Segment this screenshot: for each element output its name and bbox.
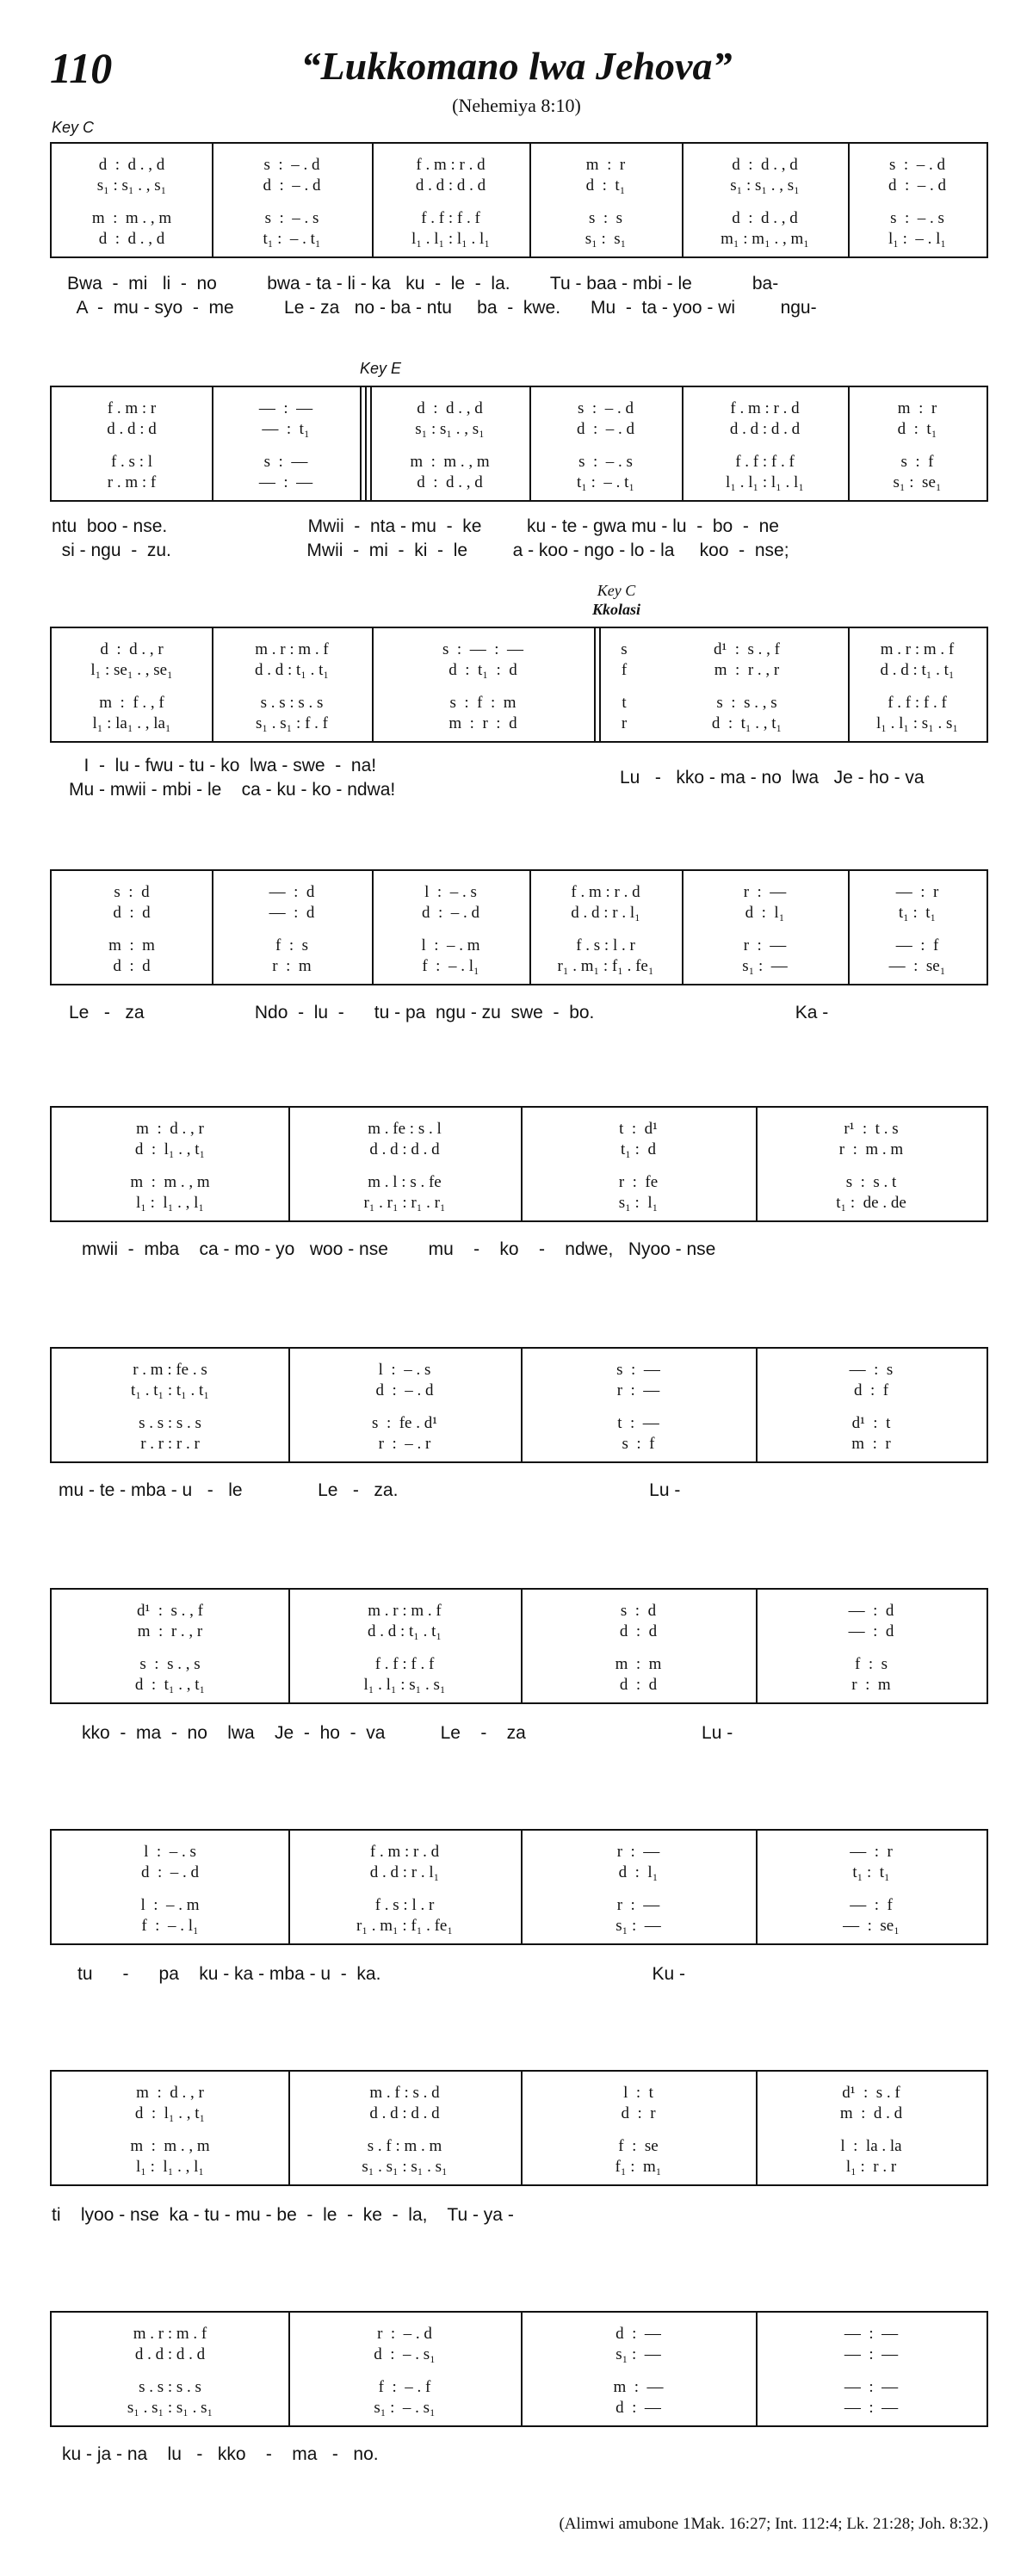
key-signature-e: Key E <box>360 360 402 377</box>
note-cell: d . d : d . d <box>369 2104 440 2122</box>
note-cell: s . s : s . s <box>139 2378 201 2396</box>
note-cell: d : t₁ . , t₁ <box>711 714 782 732</box>
note-cell: l : – . s <box>424 883 477 901</box>
note-cell: d : – . d <box>375 1381 434 1399</box>
voice-row <box>52 1140 987 1159</box>
voice-row <box>52 1414 987 1433</box>
note-cell: m : m . , m <box>410 453 490 471</box>
voice-row <box>52 2084 987 2103</box>
voice-row <box>52 2325 987 2344</box>
note-cell: l : – . s <box>144 1843 196 1861</box>
note-cell: f . f : f . f <box>888 694 947 712</box>
note-cell: s₁ . s₁ : f . f <box>256 714 328 732</box>
voice-row <box>52 1863 987 1882</box>
voice-row <box>52 1173 987 1192</box>
note-cell: f <box>621 661 628 679</box>
note-cell: r₁ . r₁ : r₁ . r₁ <box>363 1194 446 1212</box>
voice-row <box>52 694 987 713</box>
lyrics-line: tu - pa ku - ka - mba - u - ka. Ku - <box>77 1964 686 1984</box>
note-cell: l₁ : la₁ . , la₁ <box>92 714 171 732</box>
key-signature-c: Key C <box>52 119 95 136</box>
note-cell: m . r : m . f <box>133 2325 207 2343</box>
note-cell: t₁ : t₁ <box>852 1863 890 1881</box>
note-cell: — : r <box>895 883 939 901</box>
voice-row <box>52 936 987 955</box>
note-cell: d : d . , d <box>98 156 165 174</box>
note-cell: l₁ . l₁ : l₁ . l₁ <box>726 473 804 491</box>
note-cell: d¹ : s . f <box>842 2084 900 2102</box>
note-cell: r₁ . m₁ : f₁ . fe₁ <box>557 957 654 975</box>
voice-row <box>52 1361 987 1380</box>
note-cell: f . m : r . d <box>730 399 800 417</box>
music-system <box>50 386 988 502</box>
note-cell: d : d . , d <box>417 399 483 417</box>
note-cell: l : la . la <box>840 2137 902 2155</box>
note-cell: m : r <box>897 399 937 417</box>
note-cell: d . d : d <box>107 420 157 438</box>
note-cell: l : – . m <box>421 936 480 954</box>
note-cell: s : d <box>620 1602 657 1620</box>
note-cell: r : fe <box>618 1173 659 1191</box>
note-cell: s . s : s . s <box>139 1414 201 1432</box>
voice-row <box>52 1843 987 1862</box>
note-cell: r : — <box>743 883 787 901</box>
note-cell: m . r : m . f <box>255 640 329 658</box>
lyrics-line: ku - ja - na lu - kko - ma - no. <box>62 2444 379 2464</box>
note-cell: d : – . d <box>576 420 635 438</box>
note-cell: m : m <box>108 936 155 954</box>
note-cell: d : d <box>619 1676 658 1694</box>
note-cell: d . d : r . l₁ <box>369 1863 440 1881</box>
note-cell: d . d : d . d <box>369 1140 440 1158</box>
note-cell: s : – . s <box>264 209 319 227</box>
note-cell: d : l₁ . , t₁ <box>134 2104 206 2122</box>
note-cell: — : — <box>844 2345 899 2363</box>
note-cell: s : s . , s <box>139 1655 201 1673</box>
voice-row <box>52 399 987 418</box>
note-cell: d : t₁ <box>897 420 937 438</box>
music-system <box>50 1829 988 1945</box>
note-cell: d : d <box>113 904 151 922</box>
note-cell: s : f <box>622 1435 655 1453</box>
note-cell: s₁ : — <box>615 2345 661 2363</box>
note-cell: l₁ . l₁ : s₁ . s₁ <box>363 1676 446 1694</box>
note-cell: f . m : r <box>107 399 157 417</box>
note-cell: d : d . , d <box>732 209 798 227</box>
scripture-reference: (Nehemiya 8:10) <box>452 95 581 116</box>
note-cell: d : – . d <box>888 176 947 195</box>
note-cell: r : m . m <box>838 1140 904 1158</box>
note-cell: s : — : — <box>442 640 523 658</box>
note-cell: m . fe : s . l <box>368 1120 442 1138</box>
note-cell: d : l₁ . , t₁ <box>134 1140 206 1158</box>
note-cell: m : r . , r <box>714 661 780 679</box>
note-cell: f : – . l₁ <box>141 1917 199 1935</box>
lyrics-line: Mu - mwii - mbi - le ca - ku - ko - ndwa! <box>69 780 396 800</box>
lyrics-line: Bwa - mi li - no bwa - ta - li - ka ku - le - la. Tu - baa - mbi - le ba- <box>67 274 779 293</box>
note-cell: m : r <box>585 156 626 174</box>
note-cell: — : — <box>844 2325 899 2343</box>
note-cell: r : — <box>616 1896 660 1914</box>
note-cell: — : d <box>269 883 315 901</box>
note-cell: s . s : s . s <box>260 694 324 712</box>
note-cell: — : — <box>844 2399 899 2417</box>
note-cell: f : s <box>855 1655 888 1673</box>
lyrics-line: mu - te - mba - u - le Le - za. Lu - <box>59 1480 681 1500</box>
note-cell: s₁ : se₁ <box>893 473 942 491</box>
note-cell: m : d . d <box>839 2104 903 2122</box>
lyrics-line: Lu - kko - ma - no lwa Je - ho - va <box>620 768 925 788</box>
lyrics-line: si - ngu - zu. Mwii - mi - ki - le a - koo - ngo - lo - la koo - nse; <box>52 541 789 560</box>
voice-row <box>52 1194 987 1213</box>
note-cell: r : m <box>272 957 312 975</box>
note-cell: l₁ . l₁ : s₁ . s₁ <box>875 714 959 732</box>
chorus-label: Kkolasi <box>591 601 640 618</box>
note-cell: d . d : t₁ . t₁ <box>880 661 955 679</box>
note-cell: — : f <box>850 1896 893 1914</box>
note-cell: d . d : r . l₁ <box>571 904 640 922</box>
note-cell: m : r : d <box>448 714 517 732</box>
note-cell: r <box>621 714 628 732</box>
voice-row <box>52 2378 987 2397</box>
note-cell: d¹ : s . , f <box>137 1602 203 1620</box>
note-cell: l₁ : se₁ . , se₁ <box>90 661 173 679</box>
note-cell: d : – . d <box>421 904 480 922</box>
lyrics-line: Le - za Ndo - lu - tu - pa ngu - zu swe - bo. Ka - <box>69 1003 829 1022</box>
note-cell: — : r <box>850 1843 893 1861</box>
note-cell: m : m . , m <box>91 209 172 227</box>
lyrics-line: I - lu - fwu - tu - ko lwa - swe - na! <box>69 756 377 775</box>
note-cell: s . f : m . m <box>367 2137 442 2155</box>
note-cell: d . d : d . d <box>729 420 801 438</box>
note-cell: m . f : s . d <box>369 2084 440 2102</box>
note-cell: d : d . , d <box>98 230 165 248</box>
lyrics-line: ti lyoo - nse ka - tu - mu - be - le - ke - la, Tu - ya - <box>52 2205 514 2225</box>
note-cell: s : s . t <box>845 1173 897 1191</box>
note-cell: s : s . , s <box>716 694 777 712</box>
note-cell: m . r : m . f <box>368 1602 442 1620</box>
note-cell: r : — <box>743 936 787 954</box>
note-cell: s : – . s <box>890 209 944 227</box>
voice-row <box>52 1381 987 1400</box>
note-cell: m : r . , r <box>137 1622 203 1640</box>
note-cell: s : fe . d¹ <box>372 1414 437 1432</box>
note-cell: d : d . , d <box>417 473 483 491</box>
music-system <box>50 869 988 985</box>
note-cell: f . f : f . f <box>374 1655 435 1673</box>
note-cell: s₁ : s₁ . , s₁ <box>730 176 800 195</box>
note-cell: f . m : r . d <box>416 156 486 174</box>
note-cell: — : d <box>269 904 315 922</box>
note-cell: r . m : f <box>107 473 157 491</box>
voice-row <box>52 883 987 902</box>
note-cell: t₁ : d <box>621 1140 656 1158</box>
note-cell: t₁ : t₁ <box>898 904 937 922</box>
note-cell: t : — <box>617 1414 659 1432</box>
lyrics-line: ntu boo - nse. Mwii - nta - mu - ke ku - te - gwa mu - lu - bo - ne <box>52 516 779 536</box>
note-cell: — : se₁ <box>843 1917 900 1935</box>
voice-row <box>52 2345 987 2364</box>
note-cell: — : — <box>258 399 313 417</box>
note-cell: s : d <box>114 883 150 901</box>
voice-row <box>52 453 987 472</box>
note-cell: d : d <box>113 957 151 975</box>
note-cell: f . m : r . d <box>369 1843 440 1861</box>
note-cell: s₁ : s₁ <box>585 230 627 248</box>
note-cell: d . d : t₁ . t₁ <box>367 1622 442 1640</box>
note-cell: r . r : r . r <box>140 1435 200 1453</box>
voice-row <box>52 1896 987 1915</box>
note-cell: s₁ : s₁ . , s₁ <box>415 420 485 438</box>
note-cell: s <box>621 640 628 658</box>
note-cell: f : – . f <box>378 2378 431 2396</box>
note-cell: s₁ . s₁ : s₁ . s₁ <box>362 2158 448 2176</box>
voice-row <box>52 1602 987 1621</box>
voice-row <box>52 1435 987 1454</box>
hymn-number: 110 <box>50 44 113 92</box>
note-cell: m : d . , r <box>136 2084 204 2102</box>
note-cell: — : — <box>844 2378 899 2396</box>
note-cell: s : – . d <box>263 156 320 174</box>
note-cell: d : t₁ . , t₁ <box>134 1676 206 1694</box>
note-cell: s : — <box>263 453 308 471</box>
voice-row <box>52 230 987 249</box>
note-cell: f . f : f . f <box>421 209 480 227</box>
voice-row <box>52 957 987 976</box>
lyrics-line: A - mu - syo - me Le - za no - ba - ntu ba - kwe. Mu - ta - yoo - wi ngu- <box>67 298 817 318</box>
note-cell: l₁ : r . r <box>845 2158 897 2176</box>
lyrics-line: mwii - mba ca - mo - yo woo - nse mu - ko - ndwe, Nyoo - nse <box>82 1239 716 1259</box>
note-cell: r₁ . m₁ : f₁ . fe₁ <box>356 1917 453 1935</box>
note-cell: s : – . d <box>578 399 634 417</box>
note-cell: t₁ : de . de <box>836 1194 906 1212</box>
note-cell: l₁ . l₁ : l₁ . l₁ <box>411 230 490 248</box>
note-cell: d : d <box>619 1622 658 1640</box>
note-cell: r : – . r <box>378 1435 431 1453</box>
note-cell: d : – . d <box>263 176 321 195</box>
note-cell: d : l₁ <box>745 904 785 922</box>
note-cell: s₁ : – . s₁ <box>374 2399 436 2417</box>
note-cell: m : r <box>851 1435 891 1453</box>
note-cell: f : – . l₁ <box>422 957 479 975</box>
note-cell: m : d . , r <box>136 1120 204 1138</box>
note-cell: d : r <box>621 2104 656 2122</box>
note-cell: f . m : r . d <box>571 883 640 901</box>
note-cell: d . d : d . d <box>134 2345 206 2363</box>
voice-row <box>52 1655 987 1674</box>
music-system <box>50 1588 988 1704</box>
voice-row <box>52 904 987 923</box>
voice-row <box>52 714 987 733</box>
note-cell: l : t <box>623 2084 653 2102</box>
note-cell: s : — <box>616 1361 660 1379</box>
cross-references: (Alimwi amubone 1Mak. 16:27; Int. 112:4; Lk. 21:28; Joh. 8:32.) <box>559 2515 988 2533</box>
note-cell: f . s : l <box>110 453 153 471</box>
voice-row <box>52 2104 987 2123</box>
note-cell: — : d <box>848 1602 894 1620</box>
voice-row <box>52 473 987 492</box>
note-cell: — : — <box>258 473 313 491</box>
note-cell: m : m . , m <box>130 1173 210 1191</box>
voice-row <box>52 209 987 228</box>
lyrics-line: kko - ma - no lwa Je - ho - va Le - za Lu - <box>82 1723 733 1743</box>
music-system <box>50 1347 988 1463</box>
music-system <box>50 2311 988 2427</box>
note-cell: l : – . s <box>378 1361 431 1379</box>
voice-row <box>52 156 987 175</box>
note-cell: — : d <box>848 1622 894 1640</box>
note-cell: d : d . , r <box>100 640 164 658</box>
note-cell: d . d : d . d <box>415 176 486 195</box>
voice-row <box>52 2158 987 2177</box>
voice-row <box>52 661 987 680</box>
note-cell: — : t₁ <box>262 420 310 438</box>
note-cell: l : – . m <box>140 1896 200 1914</box>
note-cell: d : — <box>615 2399 661 2417</box>
voice-row <box>52 640 987 659</box>
note-cell: s : – . d <box>889 156 945 174</box>
note-cell: f : se <box>618 2137 659 2155</box>
note-cell: d . d : t₁ . t₁ <box>254 661 330 679</box>
note-cell: m : m <box>615 1655 662 1673</box>
note-cell: f₁ : m₁ <box>615 2158 662 2176</box>
note-cell: d : — <box>615 2325 661 2343</box>
note-cell: l₁ : l₁ . , l₁ <box>136 2158 204 2176</box>
note-cell: t₁ : – . t₁ <box>263 230 321 248</box>
voice-row <box>52 1676 987 1695</box>
note-cell: m : — <box>613 2378 664 2396</box>
note-cell: l₁ : l₁ . , l₁ <box>136 1194 204 1212</box>
note-cell: r . m : fe . s <box>133 1361 207 1379</box>
note-cell: d : t₁ <box>585 176 626 195</box>
note-cell: s : – . s <box>578 453 633 471</box>
note-cell: s : f : m <box>449 694 516 712</box>
note-cell: d : – . s₁ <box>374 2345 436 2363</box>
note-cell: — : f <box>895 936 939 954</box>
note-cell: s₁ : — <box>742 957 788 975</box>
voice-row <box>52 1120 987 1139</box>
music-system <box>50 2070 988 2186</box>
note-cell: s₁ : — <box>615 1917 661 1935</box>
note-cell: m : m . , m <box>130 2137 210 2155</box>
note-cell: d¹ : s . , f <box>714 640 780 658</box>
note-cell: r : m <box>851 1676 891 1694</box>
note-cell: f : s <box>275 936 308 954</box>
key-signature-c-chorus: Key C <box>597 582 636 599</box>
note-cell: l₁ : – . l₁ <box>888 230 947 248</box>
note-cell: d : d . , d <box>732 156 798 174</box>
voice-row <box>52 1917 987 1936</box>
note-cell: m . l : s . fe <box>368 1173 442 1191</box>
music-system <box>50 627 988 743</box>
note-cell: r : – . d <box>377 2325 432 2343</box>
note-cell: d : t₁ : d <box>448 661 517 679</box>
note-cell: m₁ : m₁ . , m₁ <box>721 230 809 248</box>
note-cell: — : s <box>849 1361 894 1379</box>
voice-row <box>52 1622 987 1641</box>
music-system <box>50 1106 988 1222</box>
voice-row <box>52 2137 987 2156</box>
hymn-title: “Lukkomano lwa Jehova” <box>300 44 733 88</box>
voice-row <box>52 420 987 439</box>
note-cell: s : s <box>588 209 623 227</box>
note-cell: d¹ : t <box>851 1414 891 1432</box>
note-cell: r¹ : t . s <box>844 1120 899 1138</box>
note-cell: f . s : l . r <box>576 936 635 954</box>
note-cell: r : — <box>616 1381 660 1399</box>
note-cell: m : f . , f <box>99 694 164 712</box>
note-cell: s₁ . s₁ : s₁ . s₁ <box>127 2399 213 2417</box>
note-cell: f . f : f . f <box>735 453 795 471</box>
note-cell: s : f <box>900 453 934 471</box>
note-cell: f . s : l . r <box>374 1896 435 1914</box>
note-cell: t <box>622 694 627 712</box>
voice-row <box>52 2399 987 2418</box>
voice-row <box>52 176 987 195</box>
note-cell: d : l₁ <box>618 1863 659 1881</box>
note-cell: s₁ : s₁ . , s₁ <box>96 176 167 195</box>
note-cell: t : d¹ <box>619 1120 658 1138</box>
note-cell: d : – . d <box>140 1863 200 1881</box>
note-cell: r : — <box>616 1843 660 1861</box>
note-cell: s₁ : l₁ <box>618 1194 659 1212</box>
note-cell: — : se₁ <box>888 957 946 975</box>
note-cell: m . r : m . f <box>880 640 955 658</box>
note-cell: t₁ . t₁ : t₁ . t₁ <box>131 1381 209 1399</box>
music-system <box>50 142 988 258</box>
note-cell: t₁ : – . t₁ <box>576 473 635 491</box>
note-cell: d : f <box>853 1381 889 1399</box>
